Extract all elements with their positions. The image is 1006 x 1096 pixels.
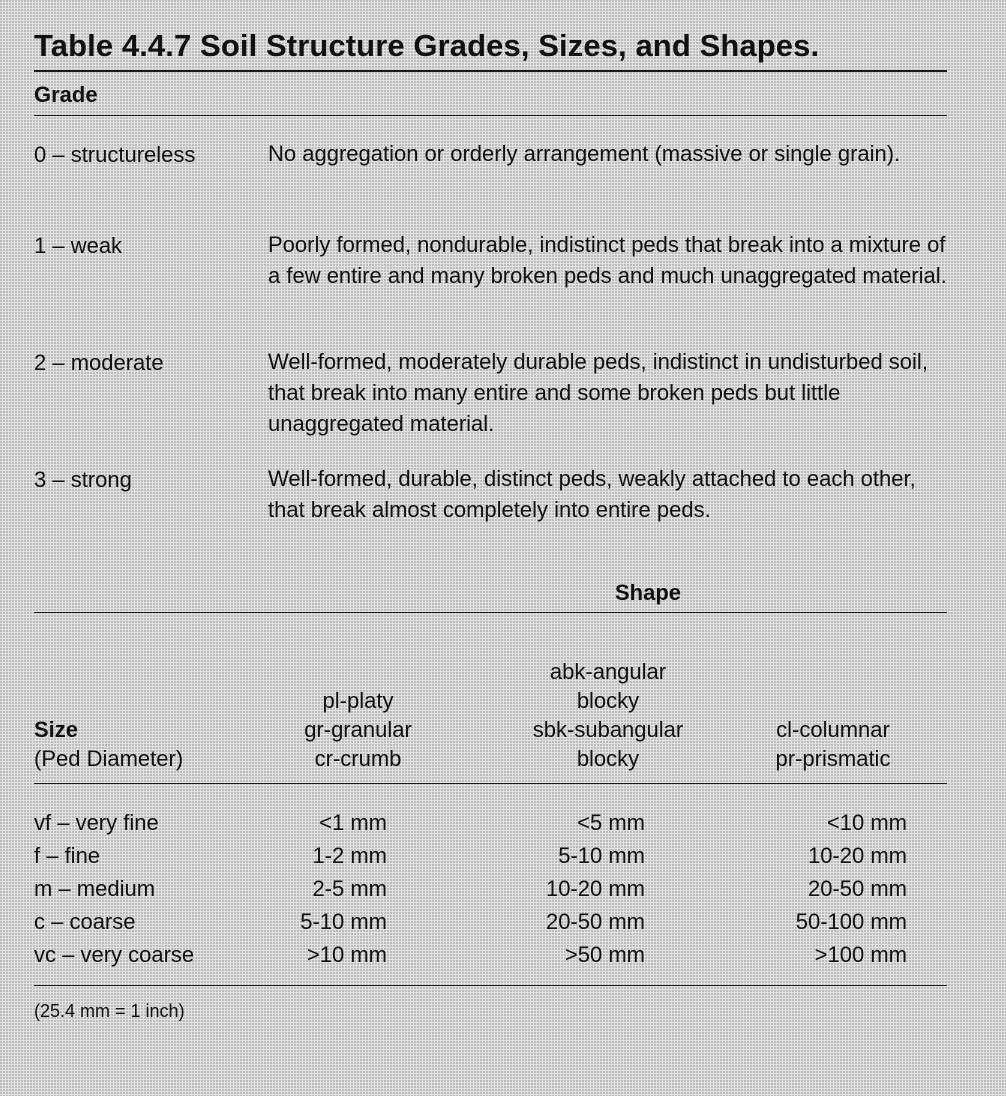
table-title: Table 4.4.7 Soil Structure Grades, Sizes, and Shapes. [34, 28, 820, 63]
column-header-line: cl-columnar [776, 717, 890, 742]
table-row [34, 942, 947, 973]
column-header-line: gr-granular [304, 717, 412, 742]
shape-column-header-3 [738, 715, 928, 773]
table-row [34, 876, 947, 907]
value-cell: >100 mm [814, 942, 907, 967]
grade-heading-rule [34, 115, 947, 116]
column-header-line: blocky [576, 746, 640, 771]
value-cell: 20-50 mm [545, 909, 645, 934]
size-header-title: Size [34, 717, 79, 742]
grade-description: Well-formed, moderately durable peds, indistinct in undisturbed soil, that break into many entire and some broken peds but little unaggregated material. [268, 349, 928, 436]
grade-description: Well-formed, durable, distinct peds, weakly attached to each other, that break almost completely into entire peds. [268, 466, 916, 522]
value-cell: >50 mm [564, 942, 645, 967]
value-cell: 1-2 mm [312, 843, 387, 868]
value-cell: >10 mm [306, 942, 387, 967]
value-cell: <10 mm [826, 810, 907, 835]
size-header-subtitle: (Ped Diameter) [34, 746, 184, 771]
column-header-line: sbk-subangular [532, 717, 684, 742]
table-row [34, 909, 947, 940]
value-cell: 10-20 mm [807, 843, 907, 868]
table-row [34, 810, 947, 841]
column-header-line: cr-crumb [314, 746, 402, 771]
column-header-line: blocky [576, 688, 640, 713]
shape-column-header-2 [488, 657, 728, 773]
value-cell: <5 mm [577, 810, 645, 835]
value-cell: 5-10 mm [558, 843, 645, 868]
grade-term: 0 – structureless [34, 142, 196, 167]
grade-description: Poorly formed, nondurable, indistinct peds that break into a mixture of a few entire and many broken peds and much unaggregated material. [268, 232, 947, 288]
grade-heading: Grade [34, 82, 98, 107]
value-cell: 2-5 mm [312, 876, 387, 901]
grade-description: No aggregation or orderly arrangement (massive or single grain). [268, 141, 901, 166]
grade-term: 1 – weak [34, 233, 123, 258]
footnote: (25.4 mm = 1 inch) [34, 1001, 185, 1021]
table-bottom-rule [34, 985, 947, 986]
column-header-line: pl-platy [322, 688, 394, 713]
value-cell: 50-100 mm [795, 909, 907, 934]
size-label: vf – very fine [34, 810, 159, 835]
value-cell: 20-50 mm [807, 876, 907, 901]
grade-term: 2 – moderate [34, 350, 164, 375]
grade-term: 3 – strong [34, 467, 132, 492]
size-label: c – coarse [34, 909, 136, 934]
size-header-rule [34, 783, 947, 784]
size-column-header [34, 715, 183, 773]
title-rule [34, 70, 947, 72]
size-label: vc – very coarse [34, 942, 195, 967]
table-row [34, 843, 947, 874]
shape-heading-rule [34, 612, 947, 613]
shape-heading: Shape [614, 580, 682, 605]
size-label: m – medium [34, 876, 156, 901]
column-header-line: abk-angular [549, 659, 667, 684]
size-label: f – fine [34, 843, 101, 868]
column-header-line: pr-prismatic [775, 746, 891, 771]
value-cell: 10-20 mm [545, 876, 645, 901]
shape-column-header-1 [258, 686, 458, 773]
value-cell: 5-10 mm [300, 909, 387, 934]
value-cell: <1 mm [319, 810, 387, 835]
